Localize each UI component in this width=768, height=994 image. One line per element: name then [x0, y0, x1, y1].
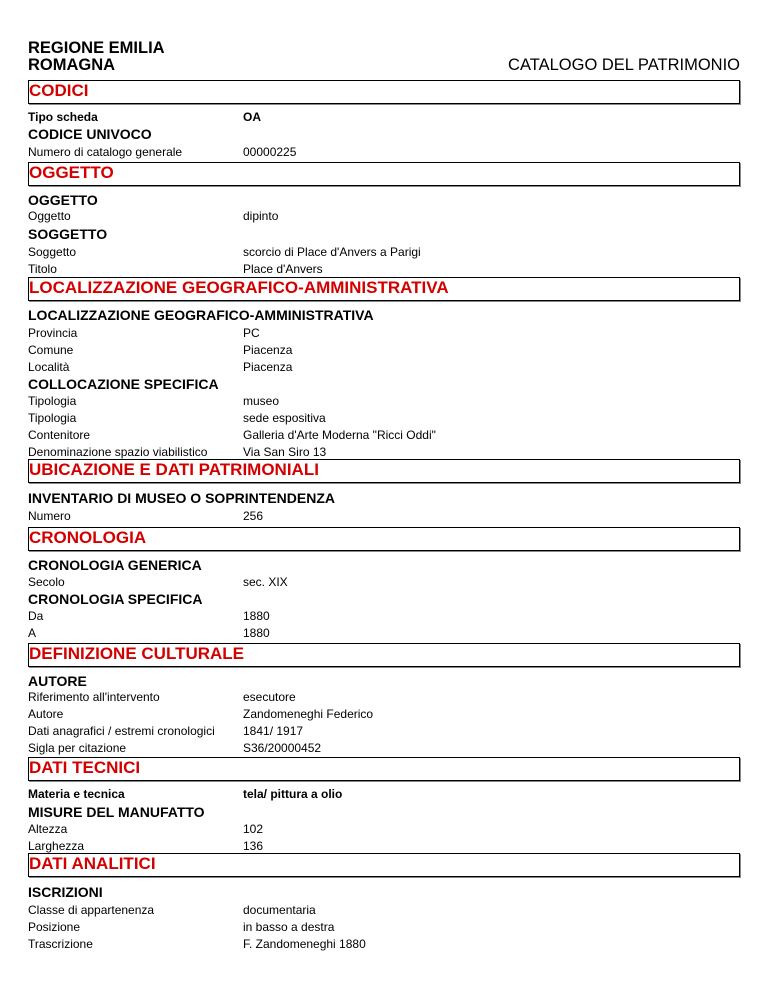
field-value: Piacenza	[243, 360, 293, 374]
field-label: Da	[28, 609, 44, 623]
subsection-title: LOCALIZZAZIONE GEOGRAFICO-AMMINISTRATIVA	[28, 307, 374, 323]
subsection-title: CRONOLOGIA SPECIFICA	[28, 591, 203, 607]
section-cronologia	[28, 527, 740, 551]
field-label: Dati anagrafici / estremi cronologici	[28, 724, 215, 738]
section-title: UBICAZIONE E DATI PATRIMONIALI	[29, 460, 319, 479]
field-value: esecutore	[243, 690, 296, 704]
subsection-title: CRONOLOGIA GENERICA	[28, 557, 202, 573]
field-value: Zandomeneghi Federico	[243, 707, 374, 721]
subsection-title: CODICE UNIVOCO	[28, 126, 152, 142]
subsection-title: COLLOCAZIONE SPECIFICA	[28, 376, 219, 392]
section-definizione	[28, 643, 740, 667]
field-label: Località	[28, 360, 70, 374]
field-label: Tipo scheda	[28, 110, 98, 124]
field-value: sede espositiva	[243, 411, 326, 425]
field-value: F. Zandomeneghi 1880	[243, 937, 366, 951]
subsection-title: ISCRIZIONI	[28, 884, 103, 900]
field-label: Comune	[28, 343, 74, 357]
region-title: REGIONE EMILIA ROMAGNA	[28, 39, 164, 74]
section-oggetto	[28, 162, 740, 186]
section-title: DATI ANALITICI	[29, 854, 156, 873]
section-title: LOCALIZZAZIONE GEOGRAFICO-AMMINISTRATIVA	[29, 278, 449, 297]
section-title: DATI TECNICI	[29, 758, 141, 777]
section-title: CODICI	[29, 81, 89, 100]
field-label: Tipologia	[28, 394, 77, 408]
field-value: Galleria d'Arte Moderna "Ricci Oddi"	[243, 428, 436, 442]
field-label: Oggetto	[28, 209, 71, 223]
field-value: documentaria	[243, 903, 316, 917]
field-value: 00000225	[243, 145, 297, 159]
section-ubicazione	[28, 459, 740, 483]
section-codici	[28, 80, 740, 104]
section-title: DEFINIZIONE CULTURALE	[29, 644, 245, 663]
field-label: Numero di catalogo generale	[28, 145, 183, 159]
field-value: 1880	[243, 626, 270, 640]
field-value: 136	[243, 839, 264, 853]
field-label: Provincia	[28, 326, 78, 340]
field-value: S36/20000452	[243, 741, 322, 755]
field-value: 1880	[243, 609, 270, 623]
field-label: Denominazione spazio viabilistico	[28, 445, 208, 459]
field-value: Via San Siro 13	[243, 445, 327, 459]
subsection-title: INVENTARIO DI MUSEO O SOPRINTENDENZA	[28, 490, 335, 506]
field-label: A	[28, 626, 37, 640]
field-label: Altezza	[28, 822, 68, 836]
field-value: sec. XIX	[243, 575, 288, 589]
field-value: OA	[243, 110, 261, 124]
subsection-title: SOGGETTO	[28, 226, 108, 242]
field-label: Secolo	[28, 575, 65, 589]
field-label: Soggetto	[28, 245, 77, 259]
field-value: 102	[243, 822, 264, 836]
field-value: scorcio di Place d'Anvers a Parigi	[243, 245, 421, 259]
field-label: Posizione	[28, 920, 81, 934]
field-label: Contenitore	[28, 428, 91, 442]
field-value: dipinto	[243, 209, 279, 223]
section-title: CRONOLOGIA	[29, 528, 147, 547]
field-label: Autore	[28, 707, 64, 721]
field-label: Sigla per citazione	[28, 741, 127, 755]
field-label: Riferimento all'intervento	[28, 690, 160, 704]
section-title: OGGETTO	[29, 163, 114, 182]
field-value: museo	[243, 394, 280, 408]
section-analitici	[28, 853, 740, 877]
field-value: Place d'Anvers	[243, 262, 323, 276]
field-label: Titolo	[28, 262, 57, 276]
subsection-title: AUTORE	[28, 673, 87, 689]
field-value: tela/ pittura a olio	[243, 787, 343, 801]
field-label: Numero	[28, 509, 71, 523]
field-label: Tipologia	[28, 411, 77, 425]
field-label: Classe di appartenenza	[28, 903, 155, 917]
section-tecnici	[28, 757, 740, 781]
field-label: Materia e tecnica	[28, 787, 125, 801]
field-value: PC	[243, 326, 260, 340]
field-label: Larghezza	[28, 839, 85, 853]
field-value: 256	[243, 509, 264, 523]
section-localizzazione	[28, 277, 740, 301]
field-value: Piacenza	[243, 343, 293, 357]
field-label: Trascrizione	[28, 937, 93, 951]
subsection-title: MISURE DEL MANUFATTO	[28, 804, 205, 820]
field-value: 1841/ 1917	[243, 724, 304, 738]
subsection-title: OGGETTO	[28, 192, 98, 208]
catalog-title: CATALOGO DEL PATRIMONIO	[508, 56, 740, 74]
field-value: in basso a destra	[243, 920, 335, 934]
